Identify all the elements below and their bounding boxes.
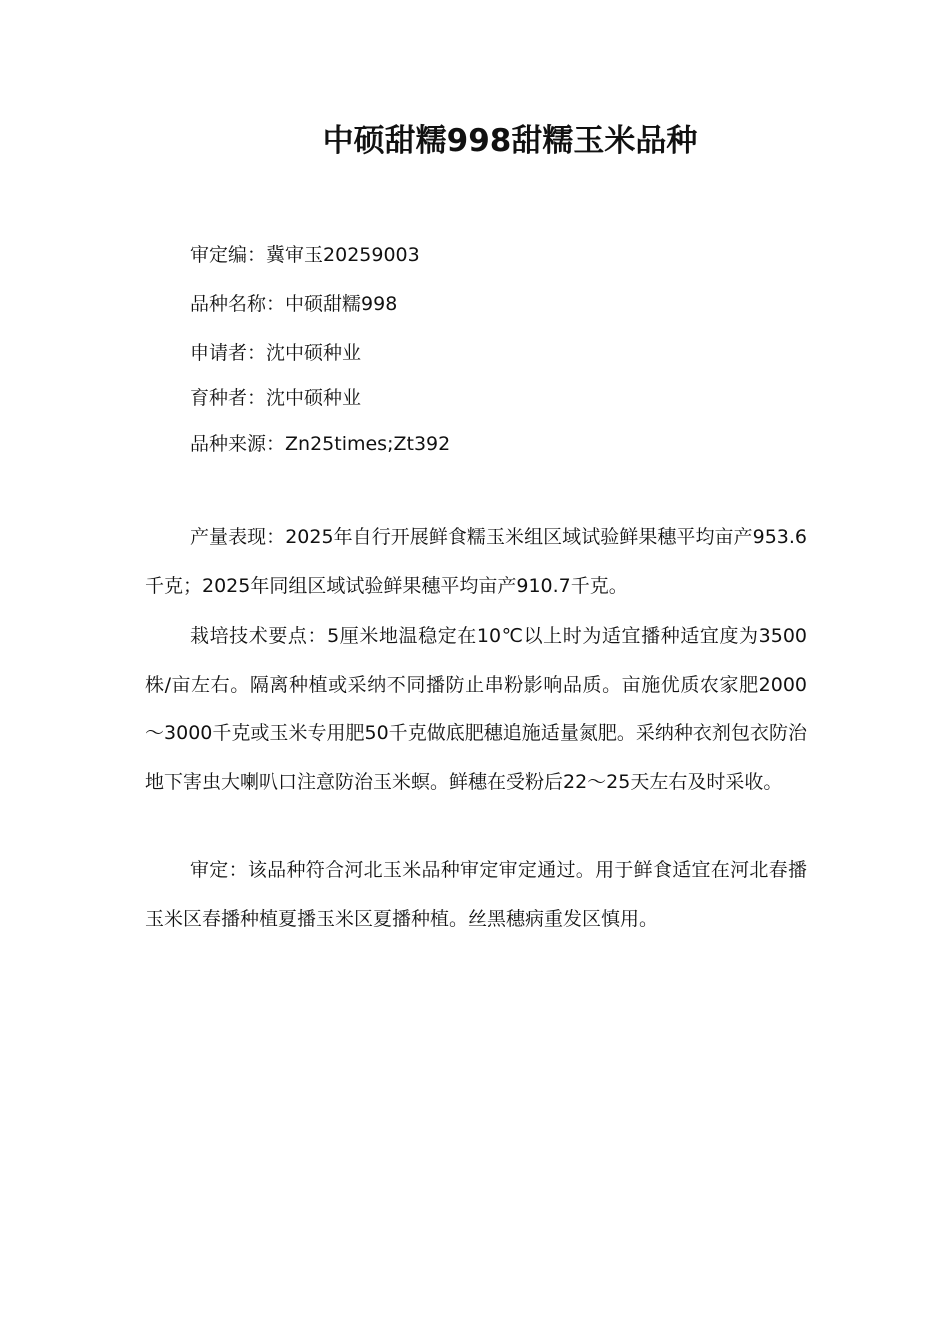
meta-label: 申请者： bbox=[190, 342, 267, 364]
meta-value: Zn25times;Zt392 bbox=[285, 433, 451, 455]
paragraph-approval: 审定：该品种符合河北玉米品种审定审定通过。用于鲜食适宜在河北春播玉米区春播种植夏播玉米区夏播种植。丝黑穗病重发区慎用。 bbox=[145, 859, 807, 930]
paragraph-yield: 产量表现：2025年自行开展鲜食糯玉米组区域试验鲜果穗平均亩产953.6千克；2025年同组区域试验鲜果穗平均亩产910.7千克。 bbox=[145, 526, 807, 597]
meta-value: 沈中硕种业 bbox=[266, 387, 362, 409]
meta-value: 中硕甜糯998 bbox=[285, 293, 398, 315]
meta-label: 审定编： bbox=[190, 244, 267, 266]
meta-approval-number bbox=[190, 241, 420, 269]
meta-label: 育种者： bbox=[190, 387, 267, 409]
paragraph-cultivation: 栽培技术要点：5厘米地温稳定在10℃以上时为适宜播种适宜度为3500株/亩左右。隔离种植或采纳不同播防止串粉影响品质。亩施优质农家肥2000～3000千克或玉米专用肥50千克做底肥穗追施适量氮肥。采纳种衣剂包衣防治地下害虫大喇叭口注意防治玉米螟。鲜穗在受粉后22～25天左右及时采收。 bbox=[145, 625, 807, 793]
document-title: 中硕甜糯998甜糯玉米品种 bbox=[322, 123, 698, 159]
title-area bbox=[0, 0, 950, 200]
meta-value: 冀审玉20259003 bbox=[266, 244, 420, 266]
meta-variety-name bbox=[190, 290, 397, 318]
meta-value: 沈中硕种业 bbox=[266, 342, 362, 364]
meta-applicant bbox=[190, 339, 361, 367]
meta-variety-source bbox=[190, 430, 450, 458]
meta-label: 品种名称： bbox=[190, 293, 286, 315]
meta-label: 品种来源： bbox=[190, 433, 286, 455]
meta-breeder bbox=[190, 384, 361, 412]
